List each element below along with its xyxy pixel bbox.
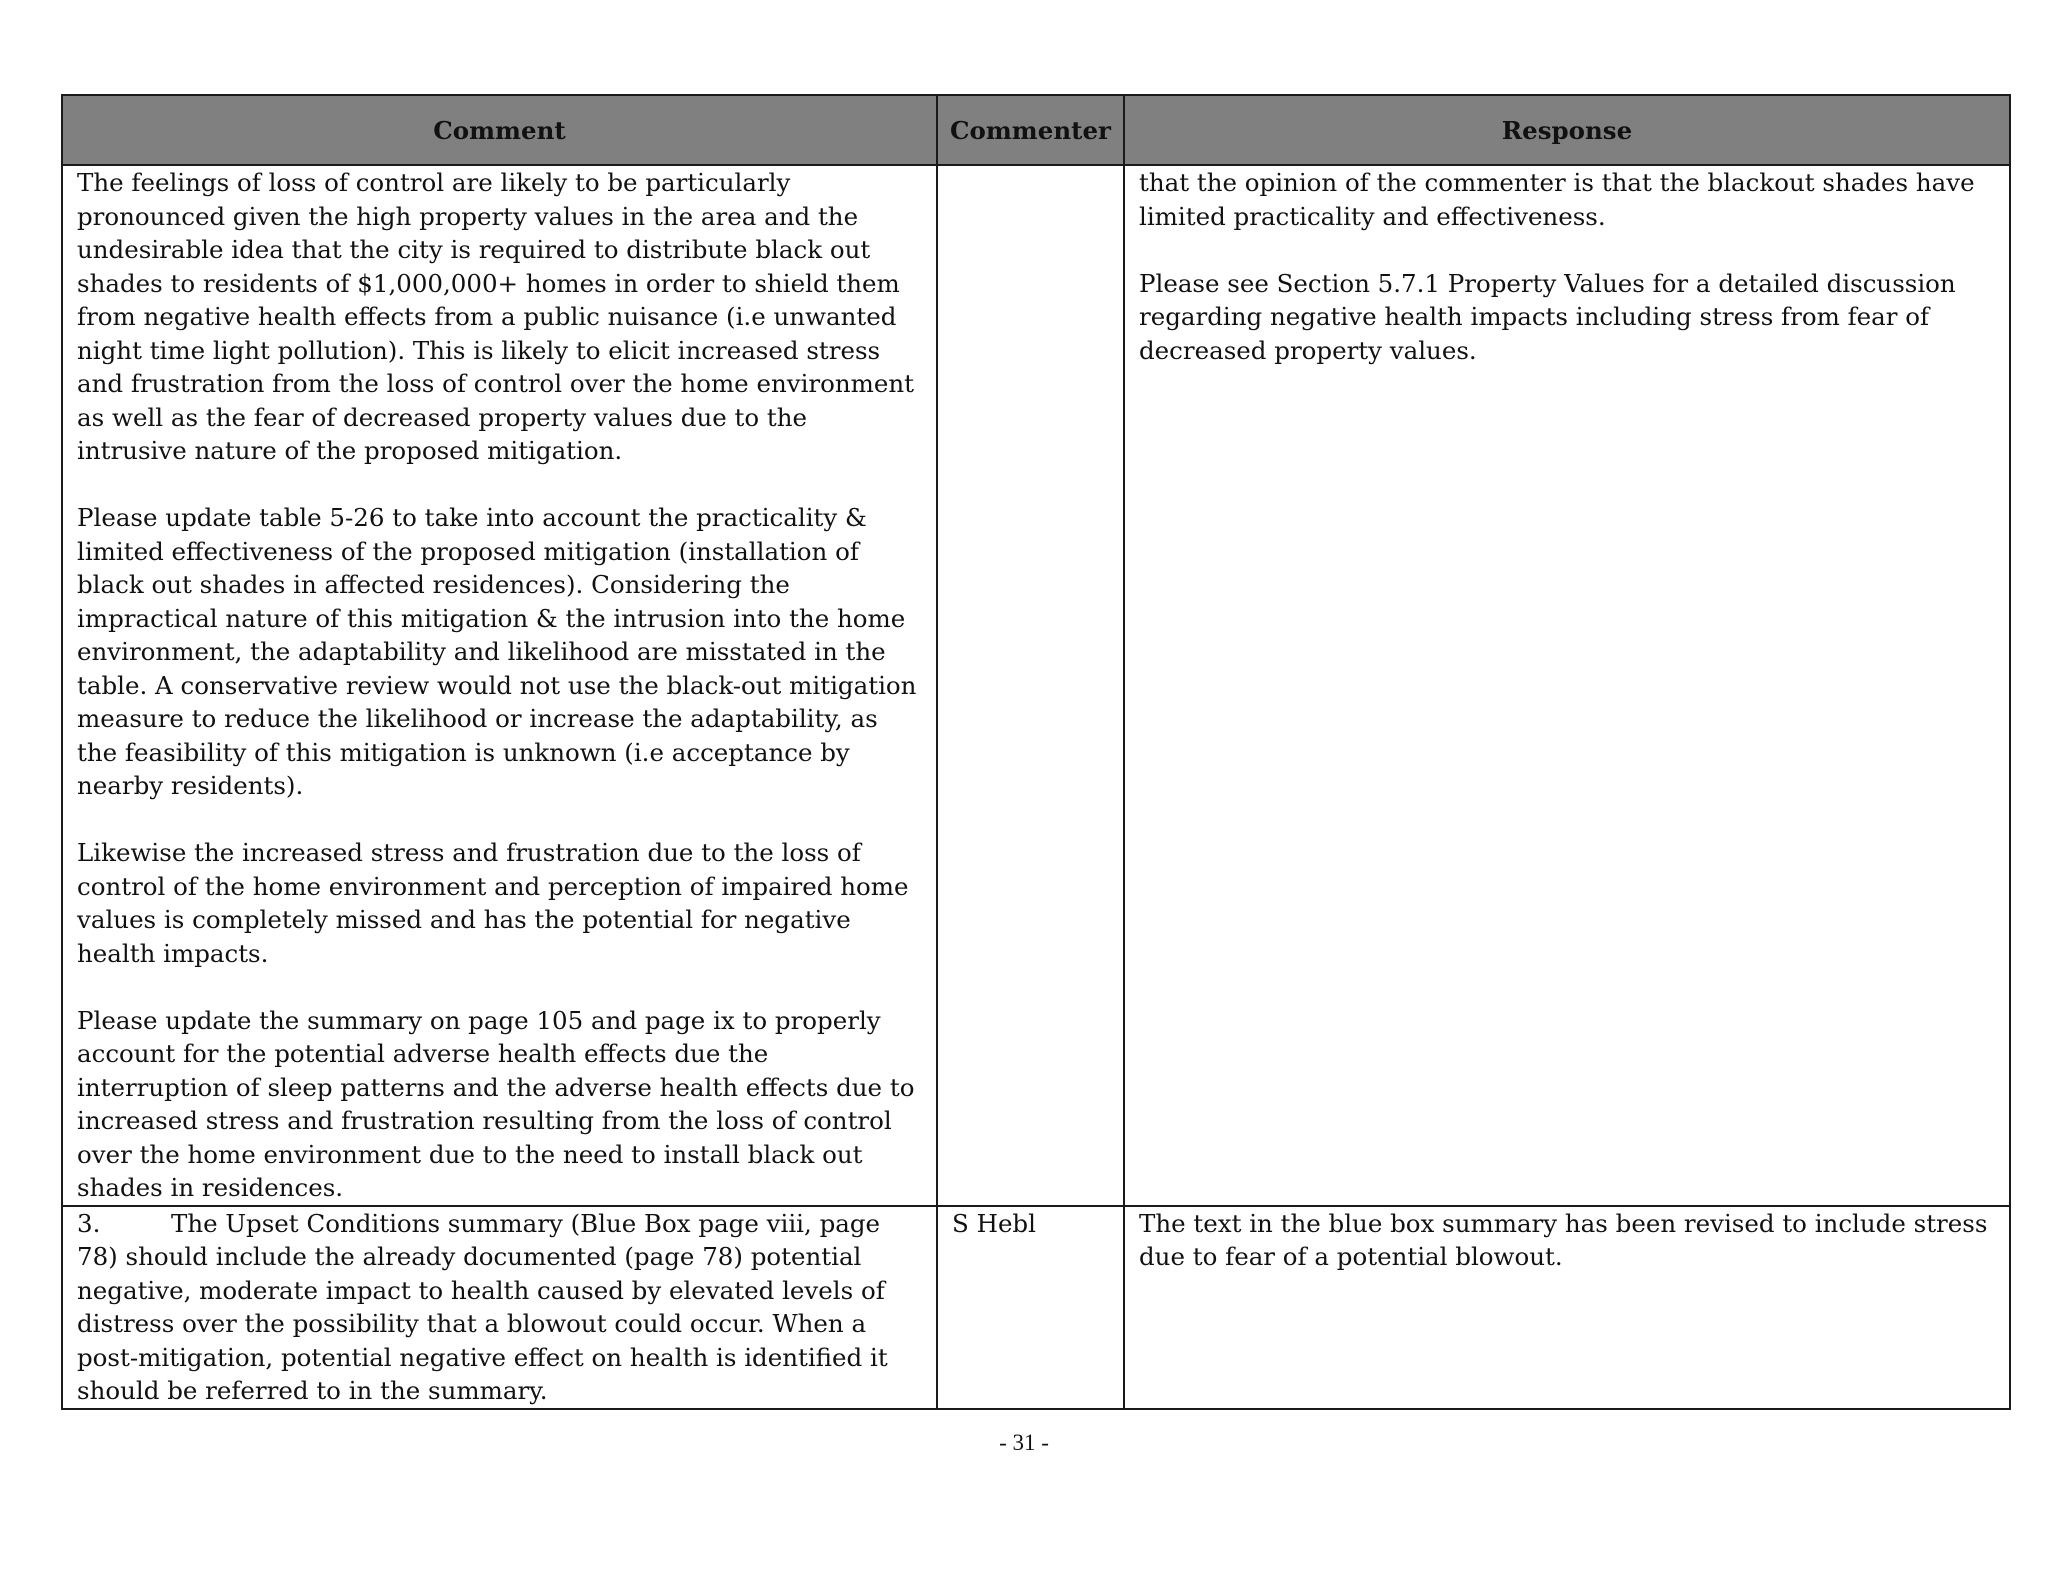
comment-cell <box>62 165 937 1206</box>
table-row <box>62 165 2010 1206</box>
table-header-row <box>62 95 2010 165</box>
comment-paragraph: Please update the summary on page 105 and page ix to properly account for the potential adverse health effects due the interruption of sleep patterns and the adverse health effects due to increased stress and frustration resulting from the loss of control over the home environment due to the need to install black out shades in residences. <box>77 1005 915 1202</box>
comment-cell <box>62 1206 937 1409</box>
response-paragraph: that the opinion of the commenter is that the blackout shades have limited practicality and effectiveness. <box>1139 168 1975 231</box>
response-cell <box>1124 165 2010 1206</box>
table-row <box>62 1206 2010 1409</box>
comment-response-table <box>61 94 2011 1410</box>
response-cell: The text in the blue box summary has been revised to include stress due to fear of a potential blowout. <box>1124 1206 2010 1409</box>
header-response: Response <box>1124 95 2010 165</box>
commenter-cell <box>937 165 1124 1206</box>
page-number: - 31 - <box>999 1430 1049 1455</box>
commenter-cell: S Hebl <box>937 1206 1124 1409</box>
comment-number: 3. <box>77 1208 101 1238</box>
comment-paragraph: Please update table 5-26 to take into account the practicality & limited effectiveness of the proposed mitigation (installation of black out shades in affected residences). Considering the impractical nature of this mitigation & the intrusion into the home environment, the adaptability and likelihood are misstated in the table. A conservative review would not use the black-out mitigation measure to reduce the likelihood or increase the adaptability, as the feasibility of this mitigation is unknown (i.e acceptance by nearby residents). <box>77 503 917 800</box>
comment-paragraph: The feelings of loss of control are likely to be particularly pronounced given the high property values in the area and the undesirable idea that the city is required to distribute black out shades to residents of $1,000,000+ homes in order to shield them from negative health effects from a public nuisance (i.e unwanted night time light pollution). This is likely to elicit increased stress and frustration from the loss of control over the home environment as well as the fear of decreased property values due to the intrusive nature of the proposed mitigation. <box>77 168 915 465</box>
comment-paragraph: Likewise the increased stress and frustration due to the loss of control of the home environment and perception of impaired home values is completely missed and has the potential for negative health impacts. <box>77 838 909 968</box>
header-comment: Comment <box>62 95 937 165</box>
comment-text: The Upset Conditions summary (Blue Box page viii, page 78) should include the already documented (page 78) potential negative, moderate impact to health caused by elevated levels of distress over the possibility that a blowout could occur. When a post-mitigation, potential negative effect on health is identified it should be referred to in the summary. <box>77 1208 888 1405</box>
response-paragraph: Please see Section 5.7.1 Property Values for a detailed discussion regarding negative health impacts including stress from fear of decreased property values. <box>1139 268 1956 365</box>
header-commenter: Commenter <box>937 95 1124 165</box>
